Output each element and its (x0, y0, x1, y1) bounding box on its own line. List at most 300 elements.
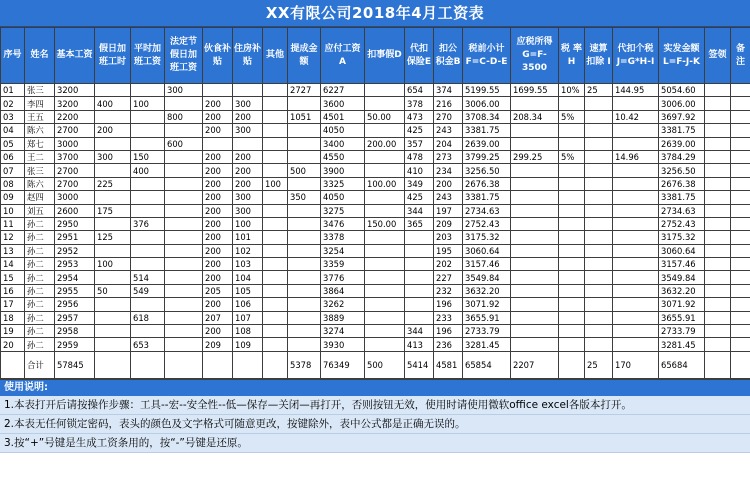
table-row (1, 338, 750, 351)
table-cell: 3000 (55, 137, 95, 150)
table-cell (585, 298, 613, 311)
table-cell (705, 284, 731, 297)
table-cell: 12 (1, 231, 25, 244)
table-cell (405, 298, 434, 311)
table-cell (511, 338, 559, 351)
table-cell (731, 84, 750, 97)
table-cell: 3175.32 (659, 231, 705, 244)
table-cell: 孙二 (25, 284, 55, 297)
table-cell (165, 124, 203, 137)
totals-row (1, 351, 750, 378)
table-cell: 3600 (321, 97, 365, 110)
table-cell: 07 (1, 164, 25, 177)
table-cell: 王二 (25, 150, 55, 163)
table-cell (288, 298, 321, 311)
table-cell (511, 311, 559, 324)
table-cell: 3175.32 (463, 231, 511, 244)
table-cell (405, 271, 434, 284)
table-cell: 200 (203, 110, 233, 123)
table-cell (288, 284, 321, 297)
table-cell (731, 231, 750, 244)
table-cell: 张三 (25, 164, 55, 177)
table-cell: 104 (233, 271, 263, 284)
table-cell: 2953 (55, 258, 95, 271)
total-cell (233, 351, 263, 378)
table-cell: 478 (405, 150, 434, 163)
total-cell (731, 351, 750, 378)
table-cell: 196 (434, 298, 463, 311)
table-cell: 2700 (55, 177, 95, 190)
table-cell (585, 177, 613, 190)
table-cell: 100 (95, 258, 131, 271)
table-cell: 425 (405, 191, 434, 204)
table-cell (365, 124, 405, 137)
table-cell: 赵四 (25, 191, 55, 204)
table-cell: 378 (405, 97, 434, 110)
table-cell: 101 (233, 231, 263, 244)
table-cell (288, 338, 321, 351)
table-cell: 150.00 (365, 217, 405, 230)
table-cell: 3256.50 (463, 164, 511, 177)
table-cell: 200 (203, 258, 233, 271)
table-cell (288, 311, 321, 324)
table-cell: 6227 (321, 84, 365, 97)
table-cell (263, 298, 288, 311)
table-cell (288, 325, 321, 338)
table-cell (233, 137, 263, 150)
table-cell (95, 217, 131, 230)
table-cell (288, 177, 321, 190)
table-cell (559, 231, 585, 244)
total-cell: 65684 (659, 351, 705, 378)
table-row (1, 164, 750, 177)
table-cell (731, 271, 750, 284)
table-cell: 425 (405, 124, 434, 137)
table-cell: 344 (405, 325, 434, 338)
table-cell: 100.00 (365, 177, 405, 190)
table-cell (585, 271, 613, 284)
table-cell: 209 (203, 338, 233, 351)
column-header: 序号 (1, 28, 25, 84)
table-cell (95, 244, 131, 257)
table-cell (559, 217, 585, 230)
table-cell (585, 191, 613, 204)
table-cell (731, 191, 750, 204)
table-cell (288, 244, 321, 257)
table-cell: 2734.63 (659, 204, 705, 217)
table-row (1, 124, 750, 137)
table-cell: 125 (95, 231, 131, 244)
table-cell (613, 191, 659, 204)
table-cell: 2752.43 (463, 217, 511, 230)
table-row (1, 137, 750, 150)
table-cell (405, 244, 434, 257)
table-cell: 200 (203, 150, 233, 163)
table-cell: 196 (434, 325, 463, 338)
table-cell (585, 164, 613, 177)
table-cell: 3799.25 (463, 150, 511, 163)
table-cell: 3256.50 (659, 164, 705, 177)
table-cell: 3006.00 (659, 97, 705, 110)
table-cell: 200 (203, 124, 233, 137)
table-cell: 2639.00 (659, 137, 705, 150)
table-cell (263, 271, 288, 284)
table-cell: 216 (434, 97, 463, 110)
table-cell (585, 311, 613, 324)
table-cell: 李四 (25, 97, 55, 110)
table-cell (705, 311, 731, 324)
table-cell (559, 204, 585, 217)
table-cell: 800 (165, 110, 203, 123)
table-cell: 100 (263, 177, 288, 190)
table-cell (165, 177, 203, 190)
table-cell (731, 164, 750, 177)
column-header: 代扣个税J=G*H-I (613, 28, 659, 84)
table-cell: 243 (434, 191, 463, 204)
table-cell (511, 284, 559, 297)
table-cell: 357 (405, 137, 434, 150)
table-cell: 张三 (25, 84, 55, 97)
table-cell (511, 217, 559, 230)
total-cell (1, 351, 25, 378)
table-cell: 10.42 (613, 110, 659, 123)
table-cell (705, 191, 731, 204)
table-cell: 3889 (321, 311, 365, 324)
table-cell (263, 338, 288, 351)
table-cell (288, 258, 321, 271)
table-cell (731, 97, 750, 110)
table-cell: 3655.91 (659, 311, 705, 324)
total-cell (165, 351, 203, 378)
table-cell (705, 177, 731, 190)
table-cell (165, 244, 203, 257)
table-cell (405, 311, 434, 324)
table-cell: 3281.45 (659, 338, 705, 351)
table-cell: 100 (131, 97, 165, 110)
table-cell: 344 (405, 204, 434, 217)
table-cell (585, 137, 613, 150)
table-cell: 202 (434, 258, 463, 271)
total-cell: 65854 (463, 351, 511, 378)
table-cell: 孙二 (25, 325, 55, 338)
table-cell: 410 (405, 164, 434, 177)
table-cell: 200 (233, 164, 263, 177)
table-cell: 2600 (55, 204, 95, 217)
table-cell (585, 204, 613, 217)
table-cell (263, 191, 288, 204)
table-cell (203, 84, 233, 97)
table-cell: 205 (203, 284, 233, 297)
table-cell: 106 (233, 298, 263, 311)
total-cell (263, 351, 288, 378)
table-cell: 15 (1, 271, 25, 284)
table-cell (95, 298, 131, 311)
table-cell (511, 97, 559, 110)
table-cell (731, 325, 750, 338)
table-cell: 2700 (55, 124, 95, 137)
table-cell (165, 191, 203, 204)
table-cell: 107 (233, 311, 263, 324)
table-cell (731, 284, 750, 297)
table-cell: 200 (434, 177, 463, 190)
table-cell (288, 97, 321, 110)
table-cell (559, 298, 585, 311)
table-cell (95, 110, 131, 123)
table-cell (365, 338, 405, 351)
table-cell: 3476 (321, 217, 365, 230)
table-cell: 2958 (55, 325, 95, 338)
table-cell (288, 150, 321, 163)
table-cell (585, 258, 613, 271)
usage-notes (0, 379, 750, 453)
table-cell: 2957 (55, 311, 95, 324)
table-cell (263, 231, 288, 244)
table-cell (365, 164, 405, 177)
table-row (1, 217, 750, 230)
table-cell (288, 271, 321, 284)
table-cell (705, 164, 731, 177)
table-cell (95, 164, 131, 177)
table-cell: 234 (434, 164, 463, 177)
table-cell (705, 150, 731, 163)
total-cell (559, 351, 585, 378)
table-cell: 3864 (321, 284, 365, 297)
table-cell (263, 164, 288, 177)
table-cell (263, 217, 288, 230)
table-cell: 654 (405, 84, 434, 97)
table-cell: 16 (1, 284, 25, 297)
table-cell (511, 258, 559, 271)
table-cell (705, 84, 731, 97)
table-cell: 549 (131, 284, 165, 297)
table-cell (559, 271, 585, 284)
table-row (1, 84, 750, 97)
table-cell (705, 217, 731, 230)
table-row (1, 97, 750, 110)
table-row (1, 284, 750, 297)
table-cell (613, 97, 659, 110)
table-cell: 2676.38 (463, 177, 511, 190)
table-row (1, 110, 750, 123)
table-cell (233, 84, 263, 97)
table-cell: 02 (1, 97, 25, 110)
table-row (1, 150, 750, 163)
table-cell: 3776 (321, 271, 365, 284)
table-cell (613, 124, 659, 137)
table-cell: 376 (131, 217, 165, 230)
table-cell (613, 137, 659, 150)
table-cell: 3400 (321, 137, 365, 150)
table-cell: 299.25 (511, 150, 559, 163)
table-cell (131, 258, 165, 271)
table-cell (705, 231, 731, 244)
table-cell (405, 258, 434, 271)
table-cell: 4550 (321, 150, 365, 163)
table-cell: 200 (203, 97, 233, 110)
table-cell: 19 (1, 325, 25, 338)
table-row (1, 258, 750, 271)
table-cell: 400 (95, 97, 131, 110)
table-cell: 200 (203, 177, 233, 190)
table-cell (365, 258, 405, 271)
table-cell (511, 325, 559, 338)
table-cell: 2733.79 (463, 325, 511, 338)
table-cell: 236 (434, 338, 463, 351)
table-cell: 200 (203, 231, 233, 244)
table-cell: 3254 (321, 244, 365, 257)
table-cell (365, 84, 405, 97)
table-cell: 100 (233, 217, 263, 230)
table-cell: 13 (1, 244, 25, 257)
table-cell: 4050 (321, 191, 365, 204)
table-cell (731, 298, 750, 311)
total-cell: 2207 (511, 351, 559, 378)
table-cell (559, 177, 585, 190)
table-cell (165, 231, 203, 244)
table-cell: 3708.34 (463, 110, 511, 123)
table-cell: 3200 (55, 84, 95, 97)
table-cell (731, 311, 750, 324)
table-cell (405, 284, 434, 297)
table-cell: 3378 (321, 231, 365, 244)
table-cell (613, 244, 659, 257)
table-cell (731, 137, 750, 150)
table-cell (131, 177, 165, 190)
table-cell: 200 (233, 177, 263, 190)
table-cell (705, 271, 731, 284)
table-cell: 653 (131, 338, 165, 351)
table-cell (585, 231, 613, 244)
table-cell: 514 (131, 271, 165, 284)
table-cell: 204 (434, 137, 463, 150)
table-cell (165, 258, 203, 271)
table-cell: 刘五 (25, 204, 55, 217)
payroll-table (0, 27, 750, 379)
table-cell: 103 (233, 258, 263, 271)
table-cell (511, 271, 559, 284)
sheet-title: XX有限公司2018年4月工资表 (0, 0, 750, 27)
table-cell (559, 338, 585, 351)
table-cell: 3784.29 (659, 150, 705, 163)
table-cell (731, 258, 750, 271)
column-header: 扣事假D (365, 28, 405, 84)
table-cell (613, 164, 659, 177)
table-cell (511, 124, 559, 137)
table-cell (613, 204, 659, 217)
table-cell (365, 311, 405, 324)
table-cell (511, 177, 559, 190)
table-cell (131, 191, 165, 204)
table-row (1, 325, 750, 338)
table-cell (511, 231, 559, 244)
table-cell: 3006.00 (463, 97, 511, 110)
total-cell (95, 351, 131, 378)
total-cell: 5378 (288, 351, 321, 378)
table-cell: 200 (203, 298, 233, 311)
table-cell (365, 97, 405, 110)
table-cell: 20 (1, 338, 25, 351)
table-cell (288, 217, 321, 230)
table-cell: 105 (233, 284, 263, 297)
table-cell (585, 150, 613, 163)
table-cell (95, 84, 131, 97)
table-cell: 5199.55 (463, 84, 511, 97)
table-cell (731, 338, 750, 351)
table-cell (613, 271, 659, 284)
table-cell: 365 (405, 217, 434, 230)
total-cell: 合计 (25, 351, 55, 378)
table-cell (705, 204, 731, 217)
table-cell: 200.00 (365, 137, 405, 150)
table-cell: 2733.79 (659, 325, 705, 338)
column-header: 代扣保险E (405, 28, 434, 84)
table-cell: 18 (1, 311, 25, 324)
table-cell: 400 (131, 164, 165, 177)
table-cell: 3381.75 (659, 191, 705, 204)
table-cell: 50.00 (365, 110, 405, 123)
table-cell (585, 325, 613, 338)
table-cell (365, 298, 405, 311)
table-cell (559, 244, 585, 257)
table-row (1, 298, 750, 311)
table-cell: 209 (434, 217, 463, 230)
table-cell (131, 110, 165, 123)
table-cell (288, 137, 321, 150)
table-cell: 200 (233, 150, 263, 163)
table-cell (705, 110, 731, 123)
table-cell: 3655.91 (463, 311, 511, 324)
table-cell (365, 150, 405, 163)
table-cell: 3157.46 (463, 258, 511, 271)
table-cell: 3060.64 (659, 244, 705, 257)
table-cell: 3071.92 (659, 298, 705, 311)
table-cell: 200 (203, 244, 233, 257)
table-cell (131, 204, 165, 217)
table-cell (613, 258, 659, 271)
table-cell: 3930 (321, 338, 365, 351)
table-cell (131, 137, 165, 150)
table-cell (613, 284, 659, 297)
note-line-2: 2.本表无任何锁定密码，表头的颜色及文字格式可随意更改，按键除外，表中公式都是正确无误的。 (0, 415, 750, 434)
table-cell (705, 97, 731, 110)
table-cell: 3381.75 (659, 124, 705, 137)
table-cell: 陈六 (25, 177, 55, 190)
column-header: 住房补贴 (233, 28, 263, 84)
table-cell (165, 311, 203, 324)
table-cell (705, 137, 731, 150)
table-cell (263, 124, 288, 137)
table-cell: 3549.84 (463, 271, 511, 284)
table-cell: 2959 (55, 338, 95, 351)
table-cell (131, 298, 165, 311)
notes-title: 使用说明: (0, 380, 750, 396)
table-cell (585, 217, 613, 230)
total-cell: 5414 (405, 351, 434, 378)
table-cell: 2950 (55, 217, 95, 230)
table-cell (559, 258, 585, 271)
table-cell: 225 (95, 177, 131, 190)
table-cell: 200 (203, 271, 233, 284)
table-cell: 3071.92 (463, 298, 511, 311)
table-cell: 2952 (55, 244, 95, 257)
table-cell (288, 204, 321, 217)
table-cell (585, 124, 613, 137)
table-cell: 5% (559, 150, 585, 163)
table-cell (131, 325, 165, 338)
table-cell (731, 124, 750, 137)
table-cell: 孙二 (25, 258, 55, 271)
note-line-3: 3.按“+”号键是生成工资条用的，按“-”号键是还原。 (0, 434, 750, 453)
